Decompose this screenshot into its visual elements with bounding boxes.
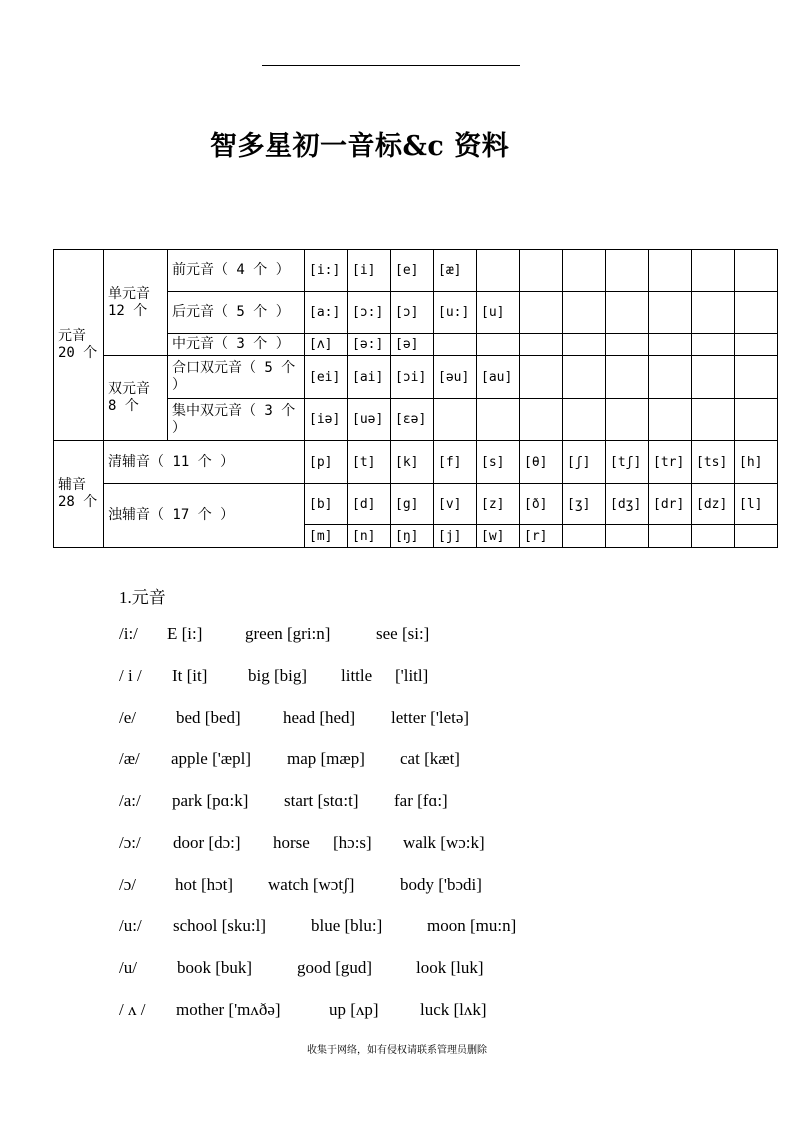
empty-cell: [692, 250, 735, 292]
monophthongs-label: 单元音 12 个: [104, 250, 168, 356]
empty-cell: [649, 250, 692, 292]
example-word: moon [mu:n]: [427, 916, 517, 936]
phonetic-symbol-cell: [iə]: [305, 399, 348, 441]
phonetic-symbol-cell: [tʃ]: [606, 441, 649, 484]
phonetic-symbol-cell: [ʌ]: [305, 334, 348, 356]
phonetic-symbol-cell: [θ]: [520, 441, 563, 484]
example-word: walk [wɔ:k]: [403, 832, 485, 852]
example-word: park [pɑ:k]: [172, 791, 249, 810]
empty-cell: [520, 292, 563, 334]
example-word: It [it]: [172, 665, 208, 685]
phonetic-symbol-cell: [s]: [477, 441, 520, 484]
example-word: mother ['mʌðə]: [176, 999, 281, 1019]
empty-cell: [477, 399, 520, 441]
example-word: blue [blu:]: [311, 916, 383, 936]
empty-cell: [563, 334, 606, 356]
phonetic-symbol-cell: [ɔ]: [391, 292, 434, 334]
empty-cell: [520, 250, 563, 292]
empty-cell: [434, 399, 477, 441]
empty-cell: [735, 250, 778, 292]
empty-cell: [649, 356, 692, 399]
phonetic-symbol-cell: [l]: [735, 484, 778, 525]
example-word: big [big]: [248, 665, 308, 685]
phonetic-symbol-cell: [d]: [348, 484, 391, 525]
phonetic-symbol-cell: [v]: [434, 484, 477, 525]
empty-cell: [606, 356, 649, 399]
example-word: cat [kæt]: [400, 749, 460, 769]
empty-cell: [735, 334, 778, 356]
phonetic-symbol-cell: [dz]: [692, 484, 735, 525]
empty-cell: [692, 525, 735, 548]
example-word: watch [wɔtʃ]: [268, 874, 355, 894]
empty-cell: [434, 334, 477, 356]
phonetic-symbol-cell: [dr]: [649, 484, 692, 525]
empty-cell: [563, 525, 606, 548]
phonetic-symbol-cell: [r]: [520, 525, 563, 548]
example-word: map [mæp]: [287, 749, 365, 769]
phonetic-symbol-cell: [j]: [434, 525, 477, 548]
empty-cell: [735, 356, 778, 399]
empty-cell: [692, 356, 735, 399]
phonetic-symbol-cell: [h]: [735, 441, 778, 484]
example-word: luck [lʌk]: [420, 999, 487, 1019]
phonetic-symbol-table: [53, 249, 778, 548]
phonetic-symbol-cell: [ŋ]: [391, 525, 434, 548]
document-title: 智多星初一音标&c 资料: [210, 131, 510, 162]
example-word: far [fɑ:]: [394, 791, 448, 810]
empty-cell: [606, 399, 649, 441]
empty-cell: [606, 292, 649, 334]
phoneme-symbol: / ʌ /: [119, 999, 146, 1019]
empty-cell: [477, 250, 520, 292]
example-word: letter ['letə]: [391, 707, 470, 727]
header-rule: [262, 65, 520, 66]
example-word: hot [hɔt]: [175, 874, 234, 894]
phonetic-symbol-cell: [ʃ]: [563, 441, 606, 484]
phonetic-symbol-cell: [uə]: [348, 399, 391, 441]
phonetic-symbol-cell: [u]: [477, 292, 520, 334]
empty-cell: [735, 399, 778, 441]
phonetic-symbol-cell: [g]: [391, 484, 434, 525]
empty-cell: [606, 250, 649, 292]
phonetic-symbol-cell: [k]: [391, 441, 434, 484]
empty-cell: [563, 250, 606, 292]
closing-diphthongs-label: 合口双元音（ 5 个 ）: [168, 356, 305, 399]
example-word: look [luk]: [416, 958, 484, 977]
diphthongs-label: 双元音 8 个: [104, 356, 168, 441]
voiced-consonants-label: 浊辅音（ 17 个 ）: [104, 484, 305, 548]
example-word: little: [341, 665, 373, 685]
example-word: up [ʌp]: [329, 999, 379, 1019]
consonants-group-label: 辅音 28 个: [54, 441, 104, 548]
footer-note: 收集于网络，如有侵权请联系管理员删除: [307, 1045, 487, 1056]
phonetic-symbol-cell: [z]: [477, 484, 520, 525]
example-word: door [dɔ:]: [173, 832, 241, 852]
phoneme-symbol: /a:/: [119, 791, 141, 810]
empty-cell: [477, 334, 520, 356]
section-heading: 1.元音: [119, 588, 166, 607]
phonetic-symbol-cell: [dʒ]: [606, 484, 649, 525]
phonetic-symbol-cell: [əu]: [434, 356, 477, 399]
vowels-group-label: 元音 20 个: [54, 250, 104, 441]
example-word: ['litl]: [395, 665, 429, 685]
phonetic-symbol-cell: [w]: [477, 525, 520, 548]
phonetic-symbol-cell: [i]: [348, 250, 391, 292]
phonetic-symbol-cell: [e]: [391, 250, 434, 292]
centring-diphthongs-label: 集中双元音（ 3 个 ）: [168, 399, 305, 441]
back-vowels-label: 后元音（ 5 个 ）: [168, 292, 305, 334]
phoneme-symbol: /i:/: [119, 624, 138, 643]
empty-cell: [649, 399, 692, 441]
example-word: horse: [273, 832, 310, 852]
empty-cell: [649, 334, 692, 356]
phonetic-symbol-cell: [n]: [348, 525, 391, 548]
empty-cell: [563, 399, 606, 441]
empty-cell: [520, 356, 563, 399]
phonetic-symbol-cell: [ə:]: [348, 334, 391, 356]
empty-cell: [606, 334, 649, 356]
empty-cell: [735, 525, 778, 548]
voiceless-consonants-label: 清辅音（ 11 个 ）: [104, 441, 305, 484]
example-word: see [si:]: [376, 624, 430, 643]
phonetic-symbol-cell: [au]: [477, 356, 520, 399]
phonetic-symbol-cell: [i:]: [305, 250, 348, 292]
phoneme-symbol: /u/: [119, 958, 137, 977]
phonetic-symbol-cell: [ə]: [391, 334, 434, 356]
phonetic-symbol-cell: [a:]: [305, 292, 348, 334]
example-word: book [buk]: [177, 958, 253, 977]
example-word: [hɔ:s]: [333, 832, 372, 852]
empty-cell: [649, 525, 692, 548]
empty-cell: [520, 334, 563, 356]
phonetic-symbol-cell: [ð]: [520, 484, 563, 525]
empty-cell: [735, 292, 778, 334]
example-word: bed [bed]: [176, 707, 241, 727]
phoneme-symbol: /ɔ:/: [119, 832, 141, 852]
phonetic-symbol-cell: [t]: [348, 441, 391, 484]
front-vowels-label: 前元音（ 4 个 ）: [168, 250, 305, 292]
phonetic-symbol-cell: [tr]: [649, 441, 692, 484]
phonetic-symbol-cell: [p]: [305, 441, 348, 484]
phonetic-symbol-cell: [ei]: [305, 356, 348, 399]
phoneme-symbol: / i /: [119, 665, 142, 685]
example-word: good [gud]: [297, 958, 373, 977]
phonetic-symbol-cell: [æ]: [434, 250, 477, 292]
example-word: start [stɑ:t]: [284, 791, 359, 810]
phoneme-symbol: /ɔ/: [119, 874, 136, 894]
phonetic-symbol-cell: [ʒ]: [563, 484, 606, 525]
empty-cell: [520, 399, 563, 441]
empty-cell: [692, 399, 735, 441]
empty-cell: [563, 356, 606, 399]
phonetic-symbol-cell: [m]: [305, 525, 348, 548]
phonetic-symbol-cell: [u:]: [434, 292, 477, 334]
phonetic-symbol-cell: [εə]: [391, 399, 434, 441]
central-vowels-label: 中元音（ 3 个 ）: [168, 334, 305, 356]
phonetic-symbol-cell: [ai]: [348, 356, 391, 399]
example-word: head [hed]: [283, 707, 356, 727]
example-word: school [sku:l]: [173, 916, 267, 936]
phoneme-symbol: /æ/: [119, 749, 140, 769]
empty-cell: [563, 292, 606, 334]
phoneme-symbol: /e/: [119, 707, 136, 727]
empty-cell: [606, 525, 649, 548]
phonetic-symbol-cell: [f]: [434, 441, 477, 484]
example-word: body ['bɔdi]: [400, 874, 482, 894]
example-word: E [i:]: [167, 624, 203, 643]
example-word: green [gri:n]: [245, 624, 331, 643]
empty-cell: [692, 292, 735, 334]
phonetic-symbol-cell: [ɔi]: [391, 356, 434, 399]
empty-cell: [692, 334, 735, 356]
example-word: apple ['æpl]: [171, 749, 252, 769]
phoneme-symbol: /u:/: [119, 916, 142, 936]
phonetic-symbol-cell: [ts]: [692, 441, 735, 484]
phonetic-symbol-cell: [b]: [305, 484, 348, 525]
phonetic-symbol-cell: [ɔ:]: [348, 292, 391, 334]
empty-cell: [649, 292, 692, 334]
